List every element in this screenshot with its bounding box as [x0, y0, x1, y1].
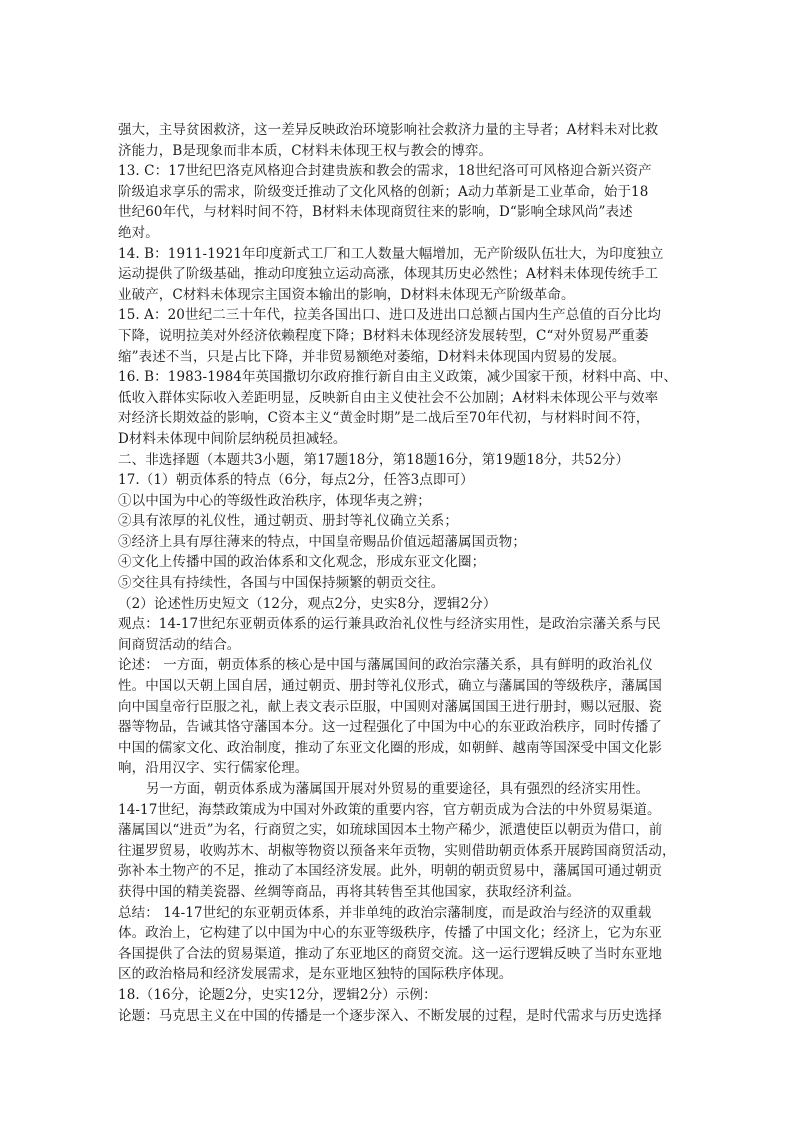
text-line: 世纪60年代，与材料时间不符，B材料未体现商贸往来的影响，D“影响全球风尚”表述	[118, 204, 633, 221]
text-line: 运动提供了阶级基础，推动印度独立运动高涨，体现其历史必然性；A材料未体现传统手工	[118, 266, 659, 283]
text-line: 观点：14-17世纪东亚朝贡体系的运行兼具政治礼仪性与经济实用性，是政治宗藩关系与民	[118, 616, 661, 633]
text-line: 强大，主导贫困救济，这一差异反映政治环境影响社会救济力量的主导者；A材料未对比救	[118, 122, 659, 138]
text-line: 总结： 14-17世纪的东亚朝贡体系，并非单纯的政治宗藩制度，而是政治与经济的双重载	[118, 904, 652, 921]
text-line: （2）论述性历史短文（12分，观点2分，史实8分，逻辑2分）	[118, 595, 497, 612]
text-line: 另一方面，朝贡体系成为藩属国开展对外贸易的重要途径，具有强烈的经济实用性。	[146, 781, 650, 797]
text-line: 16. B：1983-1984年英国撒切尔政府推行新自由主义政策，减少国家干预，材料中高、中、	[118, 369, 678, 386]
text-line: 济能力，B是现象而非本质，C材料未体现王权与教会的博弈。	[118, 142, 493, 159]
text-line: 绝对。	[118, 224, 159, 241]
text-line: 论述： 一方面，朝贡体系的核心是中国与藩属国间的政治宗藩关系，具有鲜明的政治礼仪	[118, 657, 653, 674]
text-line: D材料未体现中间阶层纳税员担减轻。	[118, 430, 347, 447]
text-line: 18.（16分，论题2分，史实12分，逻辑2分）示例：	[118, 986, 437, 1003]
text-line: 响，沿用汉字、实行儒家伦理。	[118, 760, 309, 777]
text-line: 14-17世纪，海禁政策成为中国对外政策的重要内容，官方朝贡成为合法的中外贸易渠道。	[118, 801, 661, 818]
text-line: 低收入群体实际收入差距明显，反映新自由主义使社会不公加剧；A材料未体现公平与效率	[118, 389, 659, 406]
text-line: 弥补本土物产的不足，推动了本国经济发展。此外，明朝的朝贡贸易中，藩属国可通过朝贡	[118, 863, 662, 880]
text-line: 15. A：20世纪二三十年代，拉美各国出口、进口及进出口总额占国内生产总值的百分比均	[118, 307, 661, 324]
text-line: 区的政治格局和经济发展需求，是东亚地区独特的国际秩序体现。	[118, 966, 513, 983]
document-page	[118, 120, 684, 1026]
text-line: 藩属国以“进贡”为名，行商贸之实，如琉球国因本土物产稀少，派遣使臣以朝贡为借口，前	[118, 822, 663, 839]
text-line: 往暹罗贸易，收购苏木、胡椒等物资以预备来年贡物，实则借助朝贡体系开展跨国商贸活动，	[118, 842, 676, 859]
text-line: 间商贸活动的结合。	[118, 636, 241, 653]
text-line: 对经济长期效益的影响，C资本主义“黄金时期”是二战后至70年代初，与材料时间不符，	[118, 410, 650, 427]
text-line: ③经济上具有厚往薄来的特点，中国皇帝赐品价值远超藩属国贡物；	[118, 533, 526, 550]
text-line: 性。中国以天朝上国自居，通过朝贡、册封等礼仪形式，确立与藩属国的等级秩序，藩属国	[118, 678, 662, 695]
text-line: 二、非选择题（本题共3小题，第17题18分，第18题16分，第19题18分，共52分）	[118, 451, 630, 468]
text-line: 缩”表述不当，只是占比下降，并非贸易额绝对萎缩，D材料未体现国内贸易的发展。	[118, 348, 626, 365]
text-line: ④文化上传播中国的政治体系和文化观念，形成东亚文化圈；	[118, 554, 486, 571]
text-line: 向中国皇帝行臣服之礼，献上表文表示臣服，中国则对藩属国国王进行册封，赐以冠服、瓷	[118, 698, 662, 715]
text-line: 中国的儒家文化、政治制度，推动了东亚文化圈的形成，如朝鲜、越南等国深受中国文化影	[118, 739, 662, 756]
text-line: 17.（1）朝贡体系的特点（6分，每点2分，任答3点即可）	[118, 472, 474, 489]
text-line: 下降，说明拉美对外经济依赖程度下降；B材料未体现经济发展转型，C“对外贸易严重萎	[118, 327, 649, 344]
text-line: ①以中国为中心的等级性政治秩序，体现华夷之辨；	[118, 492, 431, 509]
text-line: 各国提供了合法的贸易渠道，推动了东亚地区的商贸交流。这一运行逻辑反映了当时东亚地	[118, 945, 662, 962]
text-line: 器等物品，告诫其恪守藩国本分。这一过程强化了中国为中心的东亚政治秩序，同时传播了	[118, 719, 662, 736]
text-line: 获得中国的精美瓷器、丝绸等商品，再将其转售至其他国家，获取经济利益。	[118, 883, 581, 900]
text-line: 13. C：17世纪巴洛克风格迎合封建贵族和教会的需求，18世纪洛可可风格迎合新兴资产	[118, 163, 652, 180]
text-line: 阶级追求享乐的需求，阶级变迁推动了文化风格的创新；A动力革新是工业革命，始于18	[118, 183, 649, 200]
text-line: ⑤交往具有持续性，各国与中国保持频繁的朝贡交往。	[118, 575, 445, 592]
text-line: ②具有浓厚的礼仪性，通过朝贡、册封等礼仪确立关系；	[118, 513, 458, 530]
text-line: 论题：马克思主义在中国的传播是一个逐步深入、不断发展的过程，是时代需求与历史选择	[118, 1007, 662, 1024]
text-line: 14. B：1911-1921年印度新式工厂和工人数量大幅增加，无产阶级队伍壮大，为印度独立	[118, 245, 664, 262]
text-line: 业破产，C材料未体现宗主国资本输出的影响，D材料未体现无产阶级革命。	[118, 286, 575, 303]
text-line: 体。政治上，它构建了以中国为中心的东亚等级秩序，传播了中国文化；经济上，它为东亚	[118, 925, 662, 942]
